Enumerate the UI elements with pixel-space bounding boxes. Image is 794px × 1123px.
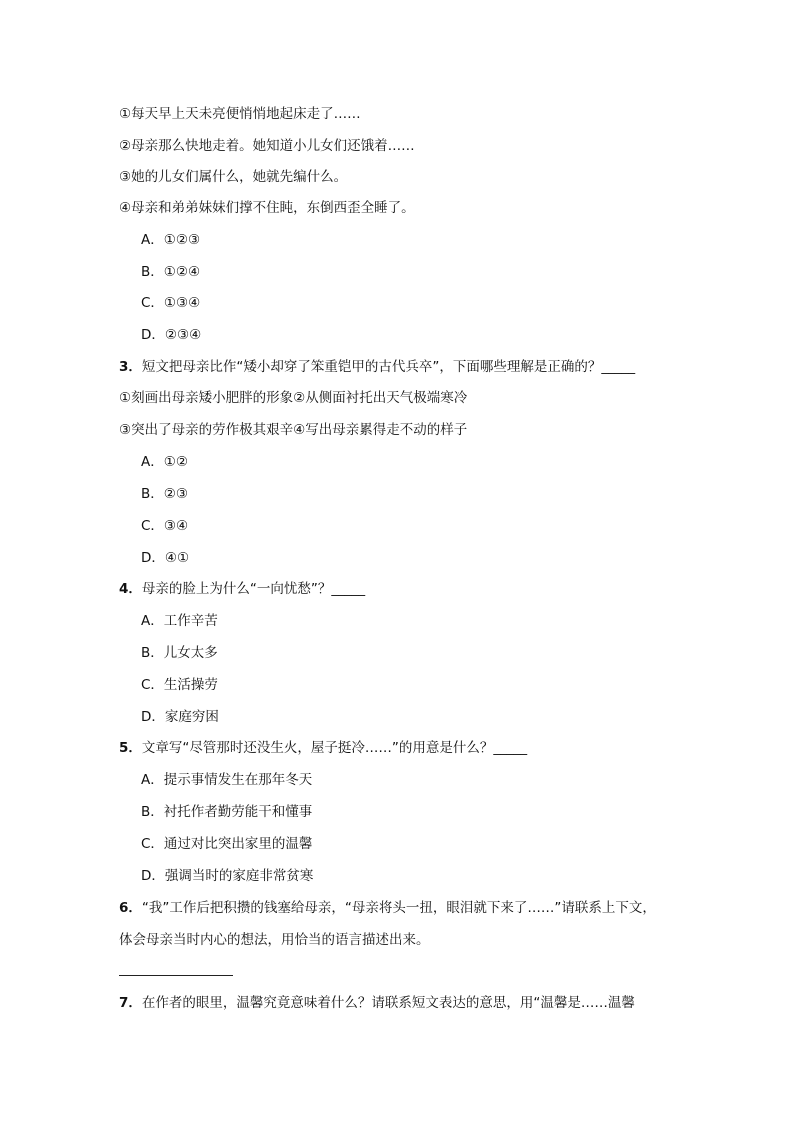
question-text: 文章写“尽管那时还没生火，屋子挺冷……”的用意是什么？_____ [141,740,528,756]
q3-option-a[interactable]: A．①② [141,454,188,470]
q5-option-b[interactable]: B．衬托作者勤劳能干和懂事 [141,804,313,820]
q3-statement-line-1: ①刻画出母亲矮小肥胖的形象②从侧面衬托出天气极端寒冷 [119,390,468,406]
question-7 [119,993,635,1013]
question-number: 6． [119,900,142,916]
question-text: “我”工作后把积攒的钱塞给母亲，“母亲将头一扭，眼泪就下来了……”请联系上下文， [141,900,656,916]
q2-option-c[interactable]: C．①③④ [141,295,201,311]
question-6 [119,898,656,918]
answer-blank-line[interactable] [119,975,233,976]
question-number: 3． [119,359,142,375]
q5-option-a[interactable]: A．提示事情发生在那年冬天 [141,772,313,788]
question-number: 4． [119,581,142,597]
intro-line-1: ①每天早上天未亮便悄悄地起床走了…… [119,106,361,122]
question-text: 母亲的脸上为什么“一向忧愁”？_____ [141,581,366,597]
q5-option-d[interactable]: D．强调当时的家庭非常贫寒 [141,868,314,884]
question-text: 短文把母亲比作“矮小却穿了笨重铠甲的古代兵卒”，下面哪些理解是正确的？_____ [141,359,636,375]
q2-option-a[interactable]: A．①②③ [141,232,201,248]
q3-statement-line-2: ③突出了母亲的劳作极其艰辛④写出母亲累得走不动的样子 [119,422,468,438]
question-3 [119,357,635,377]
question-5 [119,738,527,758]
question-4 [119,579,365,599]
q2-option-d[interactable]: D．②③④ [141,327,202,343]
q3-option-c[interactable]: C．③④ [141,518,189,534]
question-6-line-2: 体会母亲当时内心的想法，用恰当的语言描述出来。 [119,932,430,948]
intro-line-3: ③她的儿女们属什么，她就先编什么。 [119,169,348,185]
intro-line-4: ④母亲和弟弟妹妹们撑不住盹，东倒西歪全睡了。 [119,200,415,216]
q3-option-b[interactable]: B．②③ [141,486,188,502]
question-text: 在作者的眼里，温馨究竟意味着什么？请联系短文表达的意思，用“温馨是……温馨 [141,995,635,1011]
question-number: 5． [119,740,142,756]
q5-option-c[interactable]: C．通过对比突出家里的温馨 [141,836,313,852]
q4-option-c[interactable]: C．生活操劳 [141,677,218,693]
q4-option-d[interactable]: D．家庭穷困 [141,709,219,725]
q3-option-d[interactable]: D．④① [141,550,190,566]
question-number: 7． [119,995,142,1011]
intro-line-2: ②母亲那么快地走着。她知道小儿女们还饿着…… [119,138,415,154]
q2-option-b[interactable]: B．①②④ [141,264,201,280]
q4-option-b[interactable]: B．儿女太多 [141,645,218,661]
q4-option-a[interactable]: A．工作辛苦 [141,613,218,629]
